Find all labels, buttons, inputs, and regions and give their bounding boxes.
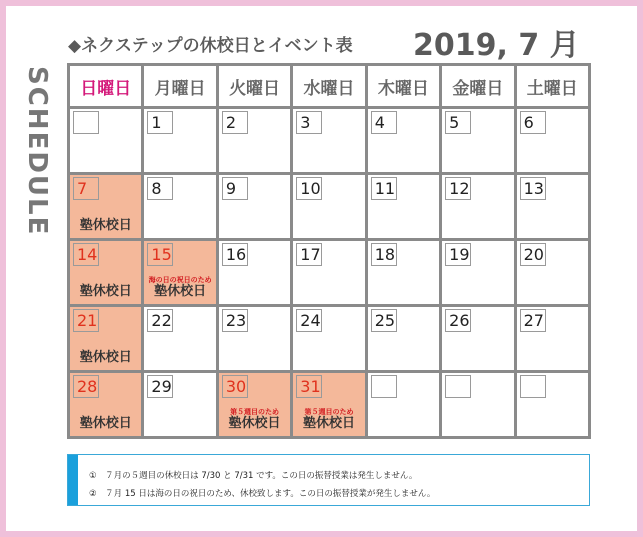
day-number bbox=[445, 375, 471, 398]
day-number: 3 bbox=[296, 111, 322, 134]
day-note: 海の日の祝日のため bbox=[148, 276, 212, 284]
calendar-day bbox=[368, 241, 439, 304]
day-number: 6 bbox=[520, 111, 546, 134]
calendar-day bbox=[293, 109, 364, 172]
calendar-day bbox=[368, 109, 439, 172]
calendar-day bbox=[517, 307, 588, 370]
calendar-day bbox=[144, 175, 215, 238]
page-title: ◆ネクステップの休校日とイベント表 bbox=[68, 36, 353, 56]
side-label: SCHEDULE bbox=[22, 66, 52, 237]
day-number: 5 bbox=[445, 111, 471, 134]
day-number: 2 bbox=[222, 111, 248, 134]
day-number: 31 bbox=[296, 375, 322, 398]
calendar-day bbox=[219, 109, 290, 172]
day-number: 25 bbox=[371, 309, 397, 332]
calendar-day-closed bbox=[293, 373, 364, 436]
day-number: 17 bbox=[296, 243, 322, 266]
weekday-header-thu: 木曜日 bbox=[368, 66, 439, 106]
calendar-grid bbox=[67, 63, 591, 439]
holiday-label: 塾休校日 bbox=[154, 284, 207, 299]
holiday-label: 塾休校日 bbox=[79, 284, 132, 299]
calendar-day bbox=[517, 373, 588, 436]
holiday-label: 塾休校日 bbox=[302, 416, 355, 431]
calendar-day-closed bbox=[70, 373, 141, 436]
calendar-day bbox=[368, 307, 439, 370]
weekday-header-wed: 水曜日 bbox=[293, 66, 364, 106]
calendar-day bbox=[517, 175, 588, 238]
day-number: 18 bbox=[371, 243, 397, 266]
notes-accent-bar bbox=[68, 455, 78, 505]
calendar-day bbox=[442, 307, 513, 370]
calendar-day bbox=[442, 109, 513, 172]
day-number: 12 bbox=[445, 177, 471, 200]
day-number: 20 bbox=[520, 243, 546, 266]
day-number: 27 bbox=[520, 309, 546, 332]
calendar-day bbox=[219, 175, 290, 238]
day-number: 22 bbox=[147, 309, 173, 332]
note-line: ② ７月 15 日は海の日の祝日のため、休校致します。この日の振替授業が発生しません。 bbox=[89, 489, 436, 499]
calendar-day bbox=[219, 307, 290, 370]
calendar-day bbox=[517, 109, 588, 172]
calendar-day bbox=[293, 241, 364, 304]
day-number: 24 bbox=[296, 309, 322, 332]
day-number bbox=[520, 375, 546, 398]
day-number: 10 bbox=[296, 177, 322, 200]
calendar-day bbox=[293, 175, 364, 238]
calendar-day bbox=[144, 109, 215, 172]
day-note: 第５週目のため bbox=[230, 408, 280, 416]
weekday-header-sun: 日曜日 bbox=[70, 66, 141, 106]
calendar-day bbox=[442, 175, 513, 238]
calendar-day bbox=[293, 307, 364, 370]
calendar-day-closed bbox=[70, 241, 141, 304]
day-number: 9 bbox=[222, 177, 248, 200]
day-number: 4 bbox=[371, 111, 397, 134]
holiday-label: 塾休校日 bbox=[79, 218, 132, 233]
calendar-day bbox=[517, 241, 588, 304]
day-number: 30 bbox=[222, 375, 248, 398]
day-number: 1 bbox=[147, 111, 173, 134]
notes-box bbox=[67, 454, 590, 506]
day-number: 7 bbox=[73, 177, 99, 200]
calendar-day bbox=[368, 373, 439, 436]
day-number: 13 bbox=[520, 177, 546, 200]
calendar-day bbox=[144, 373, 215, 436]
day-number: 28 bbox=[73, 375, 99, 398]
holiday-label: 塾休校日 bbox=[79, 416, 132, 431]
day-number: 16 bbox=[222, 243, 248, 266]
day-number: 29 bbox=[147, 375, 173, 398]
day-note: 第５週目のため bbox=[304, 408, 354, 416]
calendar-day bbox=[368, 175, 439, 238]
day-number: 23 bbox=[222, 309, 248, 332]
day-number bbox=[73, 111, 99, 134]
month-label: 2019, 7 月 bbox=[413, 28, 580, 63]
note-line: ① ７月の５週目の休校日は 7/30 と 7/31 です。この日の振替授業は発生しません。 bbox=[89, 471, 418, 481]
calendar-day-closed bbox=[219, 373, 290, 436]
day-number: 21 bbox=[73, 309, 99, 332]
day-number: 19 bbox=[445, 243, 471, 266]
day-number: 14 bbox=[73, 243, 99, 266]
weekday-header-fri: 金曜日 bbox=[442, 66, 513, 106]
calendar-day-closed bbox=[144, 241, 215, 304]
calendar-day-closed bbox=[70, 307, 141, 370]
calendar-day bbox=[442, 241, 513, 304]
day-number: 11 bbox=[371, 177, 397, 200]
day-number bbox=[371, 375, 397, 398]
day-number: 26 bbox=[445, 309, 471, 332]
weekday-header-tue: 火曜日 bbox=[219, 66, 290, 106]
weekday-header-mon: 月曜日 bbox=[144, 66, 215, 106]
weekday-header-sat: 土曜日 bbox=[517, 66, 588, 106]
calendar-day bbox=[144, 307, 215, 370]
calendar-day bbox=[219, 241, 290, 304]
calendar-day bbox=[442, 373, 513, 436]
day-number: 15 bbox=[147, 243, 173, 266]
holiday-label: 塾休校日 bbox=[228, 416, 281, 431]
calendar-day bbox=[70, 109, 141, 172]
day-number: 8 bbox=[147, 177, 173, 200]
calendar-day-closed bbox=[70, 175, 141, 238]
holiday-label: 塾休校日 bbox=[79, 350, 132, 365]
